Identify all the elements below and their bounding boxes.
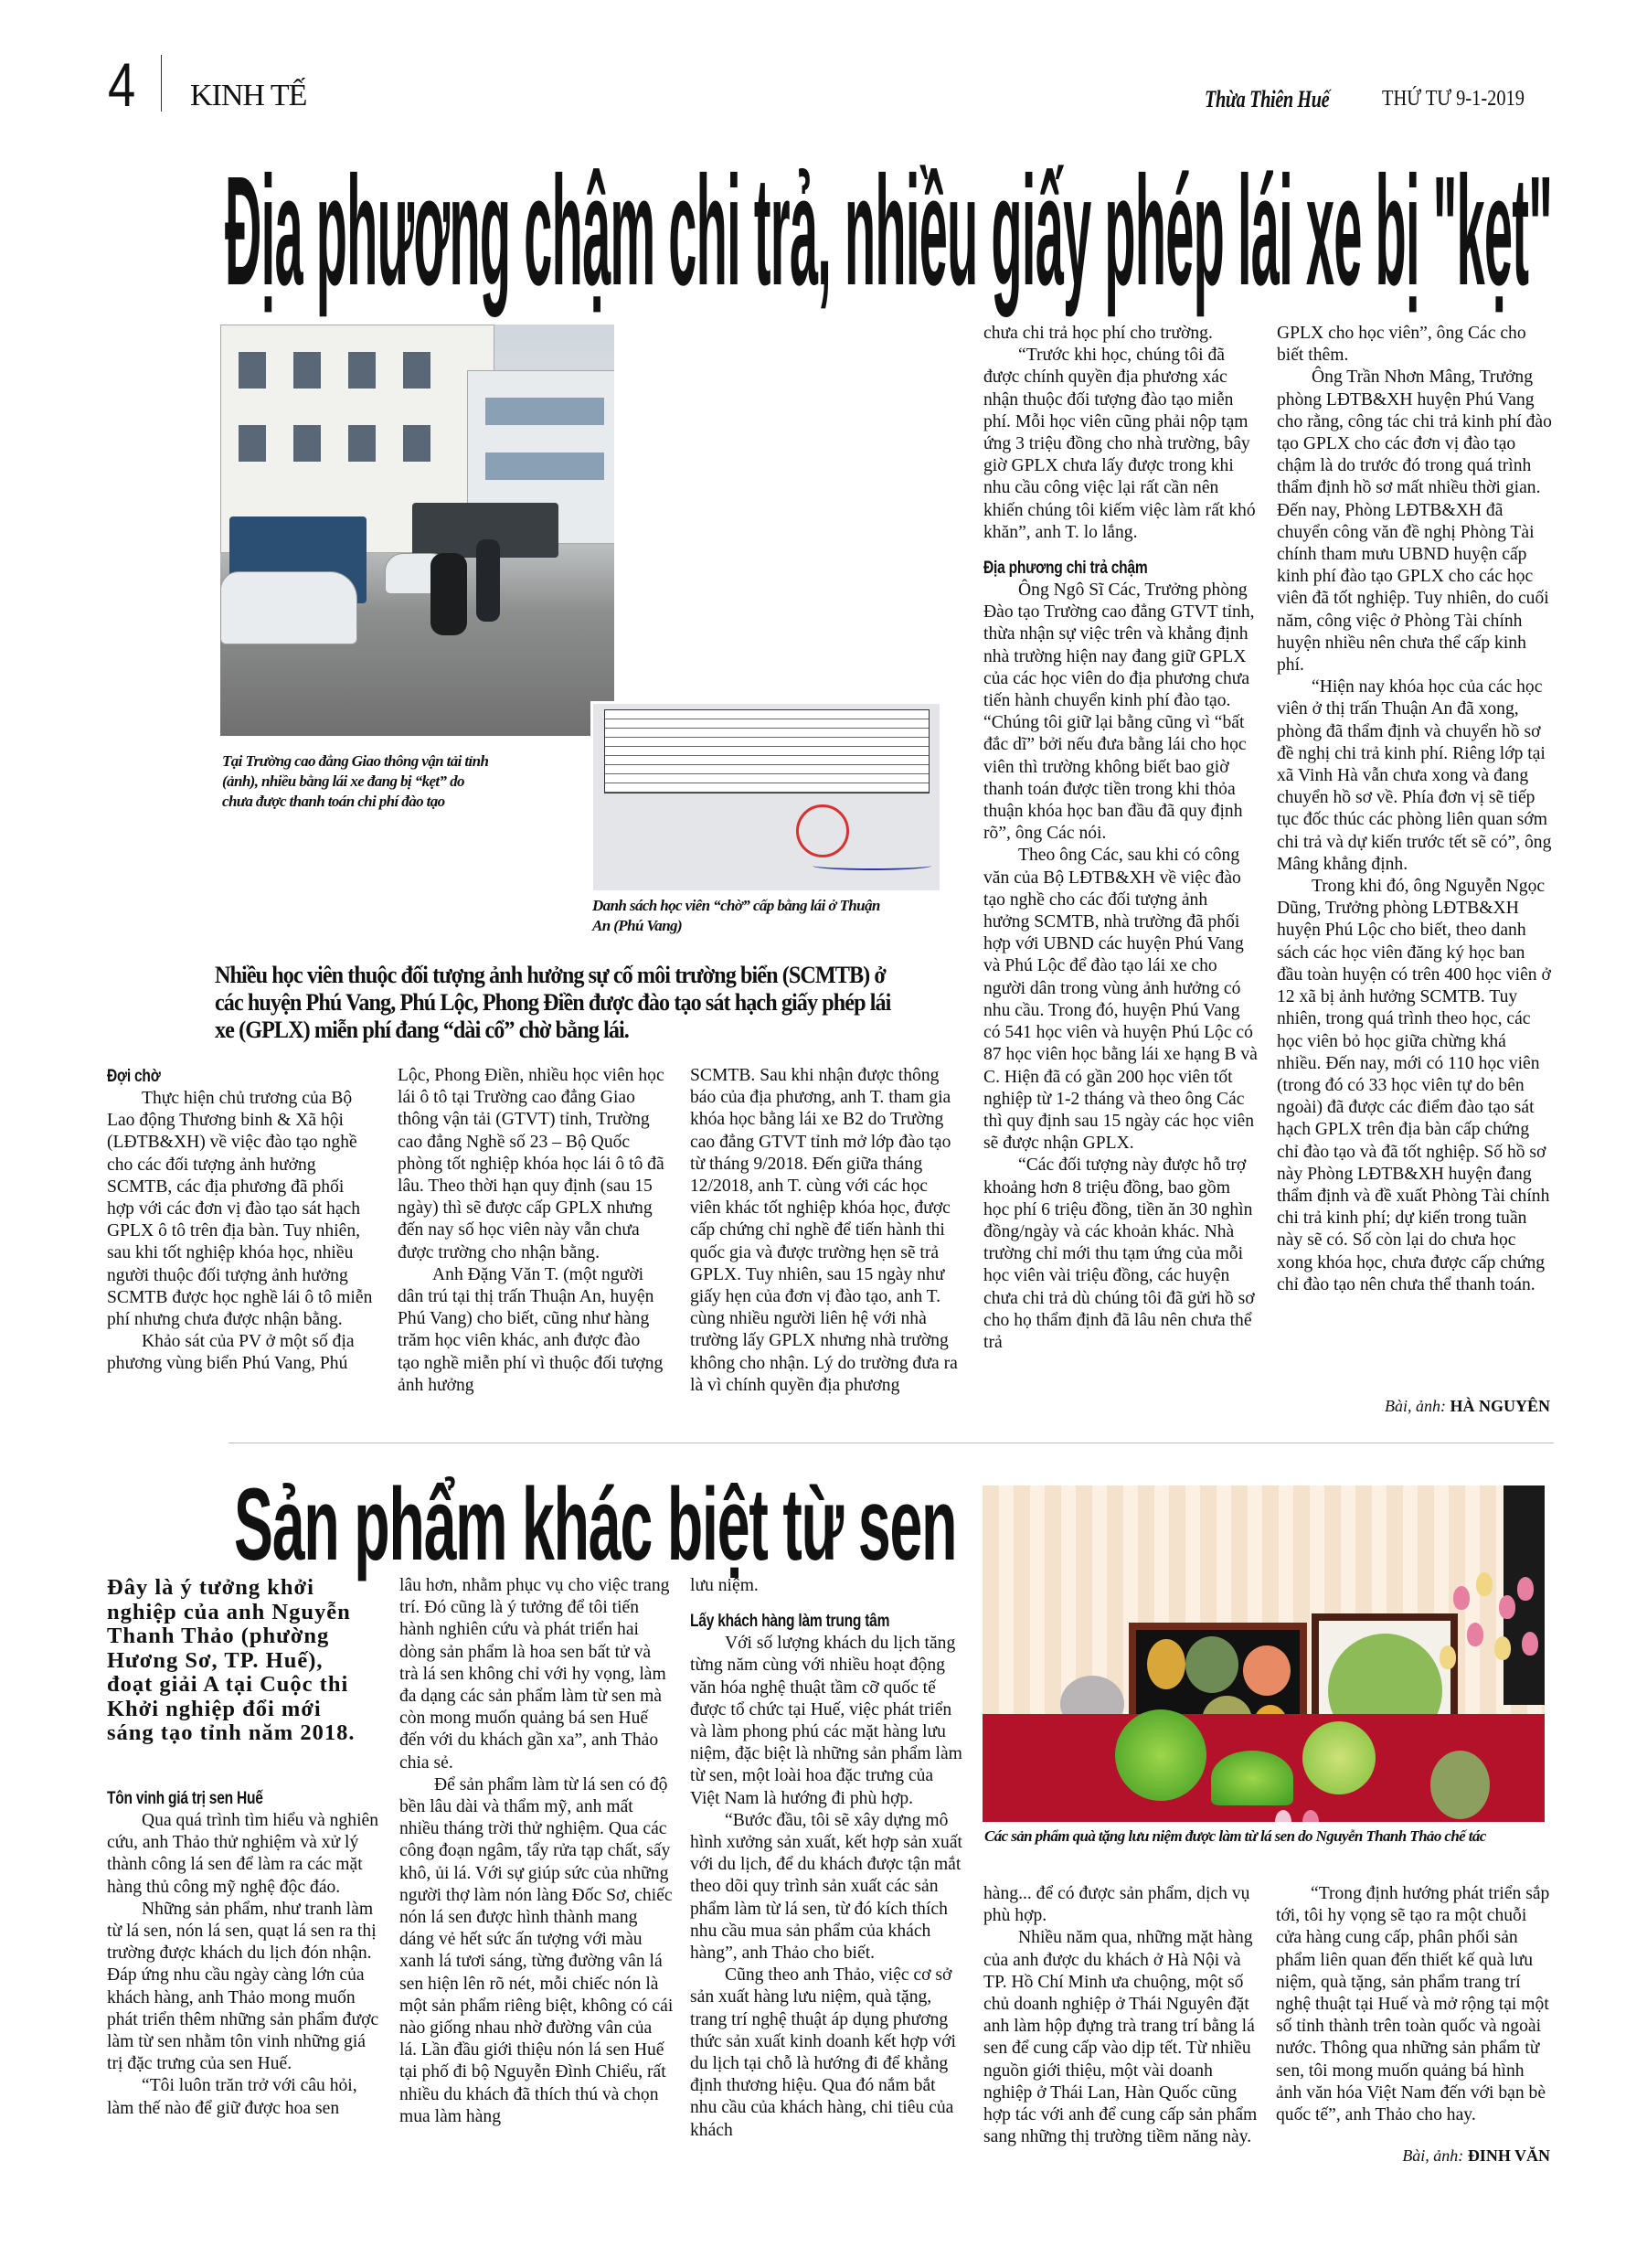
paragraph: Anh Đặng Văn T. (một người dân trú tại thị trấn Thuận An, huyện Phú Vang) cho biết, cũng như hàng trăm học viên khác, anh được đào tạo nghề miễn phí vì thuộc đối tượng ảnh hưởng (398, 1264, 664, 1395)
article2-column (983, 1883, 1259, 2148)
byline-author: ĐINH VĂN (1467, 2146, 1550, 2165)
student-list-photo (590, 701, 942, 893)
paragraph: lâu hơn, nhằm phục vụ cho việc trang trí. Đó cũng là ý tưởng để tôi tiến hành nghiên cứu và phát triển hai dòng sản phẩm là hoa sen bất tử và trà lá sen không chỉ với hy vọng, làm đa dạng các sản phẩm làm từ sen mà còn mong muốn quảng bá sen Huế đến với du khách gần xa”, anh Thảo chia sẻ. (399, 1576, 670, 1773)
paragraph: “Hiện nay khóa học của các học viên ở thị trấn Thuận An đã xong, phòng đã thẩm định và chuyển hồ sơ đề nghị chi trả kinh phí. Riêng lớp tại xã Vinh Hà vẫn chưa xong và đang chuyển hồ sơ về. Phía đơn vị sẽ tiếp tục đốc thúc các phòng liên quan sớm chi trả và dự kiến trước tết sẽ có”, ông Mâng khẳng định. (1277, 677, 1552, 874)
signature (813, 861, 931, 870)
paragraph: chưa chi trả học phí cho trường. (983, 324, 1213, 343)
paragraph: Qua quá trình tìm hiểu và nghiên cứu, anh Thảo thử nghiệm và xử lý thành công lá sen để làm ra các mặt hàng thủ công mỹ nghệ độc đáo. (107, 1811, 379, 1897)
paragraph: “Trong định hướng phát triển sắp tới, tôi hy vọng sẽ tạo ra một chuỗi cửa hàng cung cấp, phân phối sản phẩm liên quan đến thiết kế quà lưu niệm, quà tặng, sản phẩm trang trí nghệ thuật tại Huế và mở rộng tại một số tỉnh thành trên toàn quốc và ngoài nước. Thông qua những sản phẩm từ sen, tôi mong muốn quảng bá hình ảnh văn hóa Việt Nam đến với bạn bè quốc tế”, anh Thảo cho hay. (1276, 1884, 1550, 2125)
article1-column (690, 1065, 961, 1397)
header-divider (161, 55, 162, 112)
article2-column (690, 1575, 964, 2142)
lotus-products-photo (983, 1485, 1545, 1822)
subheading: Địa phương chi trả chậm (983, 559, 1148, 579)
section-title: KINH TẾ (190, 79, 307, 112)
paragraph: Những sản phẩm, như tranh làm từ lá sen, nón lá sen, quạt lá sen ra thị trường được khách du lịch đón nhận. Đáp ứng nhu cầu ngày càng lớn của khách hàng, anh Thảo mong muốn phát triển thêm những sản phẩm được làm từ sen nhằm tôn vinh những giá trị đặc trưng của sen Huế. (107, 1899, 379, 2074)
paragraph: SCMTB. Sau khi nhận được thông báo của địa phương, anh T. tham gia khóa học bằng lái xe B2 do Trường cao đẳng GTVT tỉnh mở lớp đào tạo từ tháng 9/2018. Đến giữa tháng 12/2018, anh T. cùng với các học viên khác tốt nghiệp khóa học, được cấp chứng chỉ nghề để tiến hành thi quốc gia và được trường hẹn sẽ trả GPLX. Tuy nhiên, sau 15 ngày như giấy hẹn của đơn vị đào tạo, anh T. cùng nhiều người liên hệ với nhà trường lấy GPLX nhưng nhà trường không cho nhận. Lý do trường đưa ra là vì chính quyền địa phương (690, 1066, 958, 1395)
paragraph: Ông Ngô Sĩ Các, Trưởng phòng Đào tạo Trường cao đẳng GTVT tỉnh, thừa nhận sự việc trên và khẳng định nhà trường hiện nay đang giữ GPLX của các học viên do địa phương chưa tiến hành chuyển kinh phí đào tạo. “Chúng tôi giữ lại bằng cũng vì “bất đắc dĩ” bởi nếu đưa bằng lái cho học viên thì trường không biết bao giờ thanh toán được tiền trong khi thỏa thuận khóa học ban đầu đã quy định rõ”, ông Các nói. (983, 580, 1255, 844)
inset-caption: Danh sách học viên “chờ” cấp bằng lái ở Thuận An (Phú Vang) (592, 897, 880, 934)
subheading: Đợi chờ (107, 1067, 161, 1086)
headline-text: Địa phương chậm chi trả, nhiều giấy phép lái xe bị "kẹt" (225, 144, 1553, 318)
paragraph: hàng... để có được sản phẩm, dịch vụ phù hợp. (983, 1884, 1250, 1926)
paragraph: Ông Trần Nhơn Mâng, Trưởng phòng LĐTB&XH huyện Phú Vang cho rằng, công tác chi trả kinh phí đào tạo GPLX cho các đơn vị đào tạo chậm là do trước đó trong quá trình thẩm định hồ sơ mất nhiều thời gian. Đến nay, Phòng LĐTB&XH đã chuyển công văn đề nghị Phòng Tài chính tham mưu UBND huyện cấp kinh phí đào tạo GPLX cho các học viên đã tốt nghiệp. Tuy nhiên, do cuối năm, công việc ở Phòng Tài chính huyện nhiều nên chưa thể cấp kinh phí. (1277, 367, 1552, 676)
article1-headline (225, 144, 1553, 318)
article1-column (107, 1065, 376, 1376)
article1-lead: Nhiều học viên thuộc đối tượng ảnh hưởng sự cố môi trường biển (SCMTB) ở các huyện Phú Vang, Phú Lộc, Phong Điền được đào tạo sát hạch giấy phép lái xe (GPLX) miễn phí đang “dài cổ” chờ bằng lái. (215, 962, 891, 1043)
article1-byline (1280, 1397, 1550, 1416)
paragraph: lưu niệm. (690, 1576, 759, 1595)
paragraph: “Tôi luôn trăn trở với câu hỏi, làm thế nào để giữ được hoa sen (107, 2076, 357, 2118)
paragraph: Với số lượng khách du lịch tăng từng năm cùng với nhiều hoạt động văn hóa nghệ thuật tầm cỡ quốc tế được tổ chức tại Huế, việc phát triển và làm phong phú các mặt hàng lưu niệm, đặc biệt là những sản phẩm làm từ sen, một loài hoa đặc trưng của Việt Nam là hướng đi phù hợp. (690, 1634, 962, 1808)
paragraph: Để sản phẩm làm từ lá sen có độ bền lâu dài và thẩm mỹ, anh mất nhiều tháng trời thử nghiệm. Qua các công đoạn ngâm, tẩy rửa tạp chất, sấy khô, ủi lá. Với sự giúp sức của những người thợ làm nón làng Đốc Sơ, chiếc nón lá sen được hình thành mang dáng vẻ hết sức ấn tượng với màu xanh lá tươi sáng, từng đường vân lá sen hiện lên rõ nét, mỗi chiếc nón là một sản phẩm riêng biệt, không có cái nào giống nhau nhờ đường vân của lá. Lần đầu giới thiệu nón lá sen Huế tại phố đi bộ Nguyễn Đình Chiểu, rất nhiều du khách đã thích thú và chọn mua làm hàng (399, 1774, 674, 2126)
subheading: Tôn vinh giá trị sen Huế (107, 1789, 263, 1808)
paragraph: GPLX cho học viên”, ông Các cho biết thêm. (1277, 324, 1526, 366)
article2-column (399, 1575, 674, 2128)
headline-text: Sản phẩm khác biệt từ sen (234, 1467, 957, 1581)
page-number: 4 (108, 50, 136, 120)
article1-column (983, 323, 1258, 1354)
article2-byline (1280, 2146, 1550, 2166)
paragraph: Theo ông Các, sau khi có công văn của Bộ LĐTB&XH về việc đào tạo nghề cho các đối tượng ảnh hưởng SCMTB, nhà trường đã phối hợp với UBND các huyện Phú Vang và Phú Lộc để đào tạo lái xe cho người dân trong vùng ảnh hưởng có nhu cầu. Trong đó, huyện Phú Vang có 541 học viên và huyện Phú Lộc có 87 học viên học bằng lái xe hạng B và C. Hiện đã có gần 200 học viên tốt nghiệp từ 1-2 tháng và theo ông Các thì quy định sau 15 ngày các học viên sẽ được nhận GPLX. (983, 846, 1258, 1154)
article2-headline (234, 1467, 957, 1581)
article2-lead: Đây là ý tưởng khởi nghiệp của anh Nguyễn Thanh Thảo (phường Hương Sơ, TP. Huế), đoạt giải A tại Cuộc thi Khởi nghiệp đổi mới sáng tạo tỉnh năm 2018. (107, 1575, 356, 1745)
byline-label: Bài, ảnh: (1384, 1397, 1446, 1415)
paragraph: Trong khi đó, ông Nguyễn Ngọc Dũng, Trưởng phòng LĐTB&XH huyện Phú Lộc cho biết, theo danh sách các học viên đăng ký học ban đầu toàn huyện có trên 400 học viên ở 12 xã bị ảnh hưởng SCMTB. Tuy nhiên, trong quá trình theo học, các học viên bỏ học giữa chừng khá nhiều. Đến nay, mới có 110 học viên (trong đó có 33 học viên tự do bên ngoài) đã được các điểm đào tạo sát hạch GPLX trên địa bàn cấp chứng chỉ đào tạo và đã tốt nghiệp. Số hồ sơ này Phòng LĐTB&XH huyện đang thẩm định và đề xuất Phòng Tài chính chi trả kinh phí; dự kiến trong tuần này sẽ có. Số còn lại do chưa học xong khóa học, chưa được cấp chứng chỉ đào tạo nên chưa thể thanh toán. (1277, 877, 1551, 1294)
paragraph: Cũng theo anh Thảo, việc cơ sở sản xuất hàng lưu niệm, quà tặng, trang trí nghệ thuật áp dụng phương thức sản xuất kinh doanh kết hợp với du lịch tại chỗ là hướng đi để khẳng định thương hiệu. Qua đó nắm bắt nhu cầu của khách hàng, chi tiêu của khách (690, 1965, 956, 2140)
paragraph: Lộc, Phong Điền, nhiều học viên học lái ô tô tại Trường cao đẳng Giao thông vận tải (GTVT) tỉnh, Trường cao đẳng Nghề số 23 – Bộ Quốc phòng tốt nghiệp khóa học lái ô tô đã lâu. Theo thời hạn quy định (sau 15 ngày) thì sẽ được cấp GPLX nhưng đến nay số học viên này vẫn chưa được trường cho nhận bằng. (398, 1066, 664, 1262)
paragraph: “Trước khi học, chúng tôi đã được chính quyền địa phương xác nhận thuộc đối tượng đào tạo miễn phí. Mỗi học viên cũng phải nộp tạm ứng 3 triệu đồng cho nhà trường, bây giờ GPLX chưa lấy được trong khi nhu cầu công việc lại rất cần nên khiến chúng tôi kiếm việc làm rất khó khăn”, anh T. lo lắng. (983, 346, 1256, 542)
article1-column (398, 1065, 666, 1397)
article2-column (1276, 1883, 1552, 2126)
article1-column (1277, 323, 1553, 1296)
paragraph: Khảo sát của PV ở một số địa phương vùng biển Phú Vang, Phú (107, 1332, 355, 1374)
school-photo (220, 325, 614, 736)
issue-date: THỨ TƯ 9-1-2019 (1382, 87, 1525, 111)
paragraph: “Các đối tượng này được hỗ trợ khoảng hơn 8 triệu đồng, bao gồm học phí 6 triệu đồng, tiền ăn 30 nghìn đồng/ngày và các khoản khác. Nhà trường chỉ mới thu tạm ứng của mỗi học viên vài triệu đồng, các huyện chưa chi trả dù chúng tôi đã gửi hồ sơ cho họ thẩm định đã lâu nên chưa thể trả (983, 1155, 1255, 1352)
paragraph: Nhiều năm qua, những mặt hàng của anh được du khách ở Hà Nội và TP. Hồ Chí Minh ưa chuộng, một số chủ doanh nghiệp ở Thái Nguyên đặt anh làm hộp đựng trà trang trí bằng lá sen để cung cấp vào dịp tết. Từ nhiều nguồn giới thiệu, một vài doanh nghiệp ở Thái Lan, Hàn Quốc cũng hợp tác với anh để cung cấp sản phẩm sang những thị trường tiềm năng này. (983, 1928, 1258, 2147)
newspaper-name: Thừa Thiên Huế (1205, 86, 1330, 112)
subheading: Lấy khách hàng làm trung tâm (690, 1612, 890, 1632)
red-stamp (796, 804, 849, 857)
photo-caption: Tại Trường cao đẳng Giao thông vận tải tỉnh (ảnh), nhiều bằng lái xe đang bị “kẹt” do chưa được thanh toán chi phí đào tạo (222, 752, 489, 810)
paragraph: “Bước đầu, tôi sẽ xây dựng mô hình xưởng sản xuất, kết hợp sản xuất với du lịch, để du khách được tận mắt theo dõi quy trình sản xuất các sản phẩm làm từ lá sen, từ đó kích thích nhu cầu mua sản phẩm của khách hàng”, anh Thảo cho biết. (690, 1810, 962, 1964)
photo-caption: Các sản phẩm quà tặng lưu niệm được làm từ lá sen do Nguyễn Thanh Thảo chế tác (984, 1827, 1486, 1845)
article2-column (107, 1787, 381, 2120)
byline-author: HÀ NGUYÊN (1450, 1397, 1550, 1415)
byline-label: Bài, ảnh: (1402, 2146, 1464, 2165)
paragraph: Thực hiện chủ trương của Bộ Lao động Thương binh & Xã hội (LĐTB&XH) về việc đào tạo nghề cho các đối tượng ảnh hưởng SCMTB, các địa phương đã phối hợp với các đơn vị đào tạo sát hạch GPLX ô tô trên địa bàn. Tuy nhiên, sau khi tốt nghiệp khóa học, nhiều người thuộc đối tượng ảnh hưởng SCMTB được học nghề lái ô tô miễn phí nhưng chưa được nhận bằng. (107, 1089, 373, 1330)
